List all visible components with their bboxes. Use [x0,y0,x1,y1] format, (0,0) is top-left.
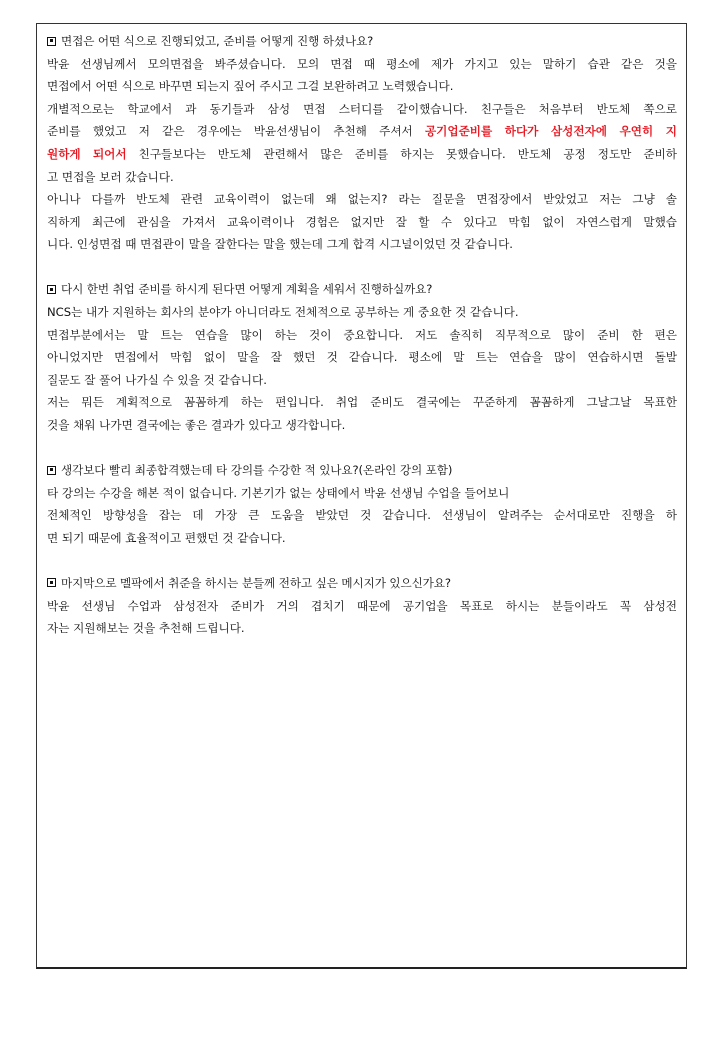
qa-section-2 [47,278,677,436]
answer-line: 니다. 인성면접 때 면접관이 말을 잘한다는 말을 했는데 그게 합격 시그널이었던 것 같습니다. [47,237,513,252]
question-3: 생각보다 빨리 최종합격했는데 타 강의를 수강한 적 있나요?(온라인 강의 포함) [47,459,677,482]
answer-line: 개별적으로는 학교에서 과 동기들과 삼성 면접 스터디를 같이했습니다. 친구들은 처음부터 반도체 쪽으로 [47,101,677,116]
answer-line: 고 면접을 보러 갔습니다. [47,169,174,184]
answer-line [47,143,677,166]
answer-line: 저는 뭐든 계획적으로 꼼꼼하게 하는 편입니다. 취업 준비도 결국에는 꾸준하게 꼼꼼하게 그날그날 목표한 [47,395,677,410]
answer-line: 아니었지만 면접에서 막힘 없이 말을 잘 했던 것 같습니다. 평소에 말 트는 연습을 많이 연습하시면 돌발 [47,350,677,365]
square-bullet-icon [47,578,56,587]
question-2: 다시 한번 취업 준비를 하시게 된다면 어떻게 계획을 세워서 진행하실까요? [47,278,677,301]
square-bullet-icon [47,466,56,475]
answer-text: 준비를 했었고 저 같은 경우에는 박윤선생님이 추천해 주셔서 [47,124,425,139]
qa-section-4 [47,572,677,640]
answer-line: 아니나 다를까 반도체 관련 교육이력이 없는데 왜 없는지? 라는 질문을 면접장에서 받았었고 저는 그냥 솔 [47,192,677,207]
document-frame [36,23,687,969]
highlighted-text: 원하게 되어서 [47,146,127,161]
answer-line: 면 되기 때문에 효율적이고 편했던 것 같습니다. [47,530,286,545]
answer-line: 질문도 잘 풀어 나가실 수 있을 것 같습니다. [47,372,267,387]
highlighted-text: 공기업준비를 하다가 삼성전자에 우연히 지 [424,124,677,139]
answer-line: 박윤 선생님께서 모의면접을 봐주셨습니다. 모의 면접 때 평소에 제가 가지고 있는 말하기 습관 같은 것을 [47,56,677,71]
answer-line: 직하게 최근에 관심을 가져서 교육이력이나 경험은 없지만 잘 할 수 있다고 막힘 없이 자연스럽게 말했습 [47,214,677,229]
answer-line: 자는 지원해보는 것을 추천해 드립니다. [47,621,245,636]
answer-line: 면접부분에서는 말 트는 연습을 많이 하는 것이 중요합니다. 저도 솔직히 직무적으로 많이 준비 한 편은 [47,327,677,342]
answer-line: 것을 채워 나가면 결국에는 좋은 결과가 있다고 생각합니다. [47,418,346,432]
answer-line: 타 강의는 수강을 해본 적이 없습니다. 기본기가 없는 상태에서 박윤 선생님 수업을 들어보니 [47,485,510,500]
qa-section-1 [47,30,677,256]
answer-line: NCS는 내가 지원하는 회사의 분야가 아니더라도 전체적으로 공부하는 게 중요한 것 같습니다. [47,305,519,320]
answer-line: 박윤 선생님 수업과 삼성전자 준비가 거의 겹치기 때문에 공기업을 목표로 하시는 분들이라도 꼭 삼성전 [47,598,677,613]
square-bullet-icon [47,285,56,294]
interview-content [47,30,677,662]
square-bullet-icon [47,37,56,46]
answer-line: 면접에서 어떤 식으로 바꾸면 되는지 짚어 주시고 그걸 보완하려고 노력했습니다. [47,79,454,94]
question-1: 면접은 어떤 식으로 진행되었고, 준비를 어떻게 진행 하셨나요? [47,30,677,53]
answer-line [47,120,677,143]
question-4: 마지막으로 멜팍에서 취준을 하시는 분들께 전하고 싶은 메시지가 있으신가요? [47,572,677,595]
answer-line: 전체적인 방향성을 잡는 데 가장 큰 도움을 받았던 것 같습니다. 선생님이 알려주는 순서대로만 진행을 하 [47,508,677,523]
answer-text: 친구들보다는 반도체 관련해서 많은 준비를 하지는 못했습니다. 반도체 공정 정도만 준비하 [126,146,677,161]
qa-section-3 [47,459,677,549]
